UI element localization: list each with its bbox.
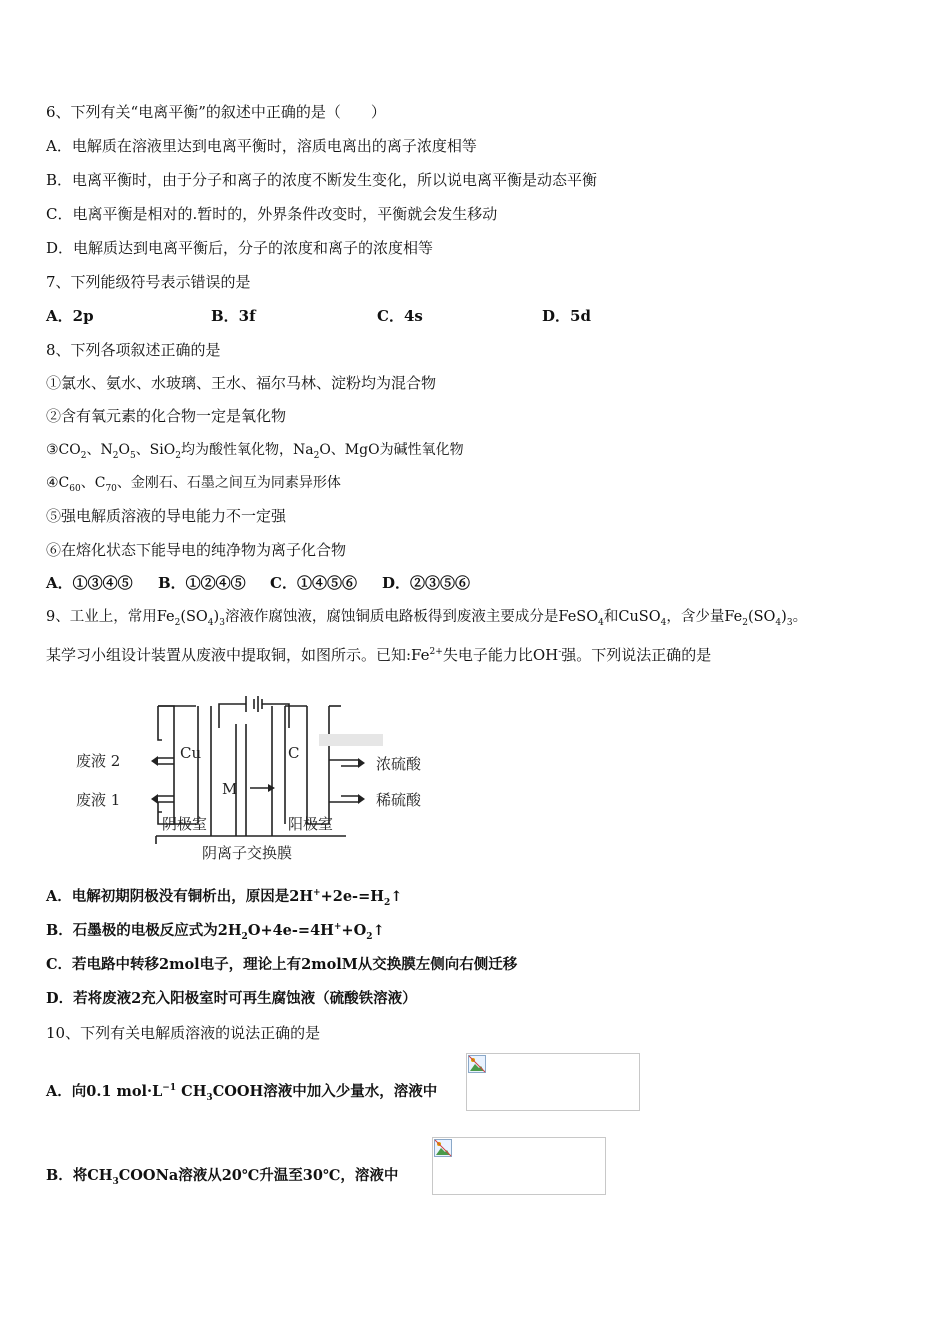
q6-option-b: B．电离平衡时，由于分子和离子的浓度不断发生变化，所以说电离平衡是动态平衡 — [46, 171, 598, 189]
formula-image-placeholder — [466, 1053, 640, 1111]
q10-stem: 10、下列有关电解质溶液的说法正确的是 — [46, 1024, 321, 1042]
q8-option-a: A．①③④⑤ — [46, 574, 133, 592]
q9-option-b: B．石墨极的电极反应式为$2H_2O+4e-=4H^++O_2↑$ — [46, 922, 385, 942]
dilute-sulfuric-acid-label: 稀硫酸 — [376, 791, 422, 809]
membrane-ion-label: M — [222, 780, 238, 798]
q9-stem-line-2: 某学习小组设计装置从废液中提取铜，如图所示。已知$:Fe^{2+}$失电子能力比OH-强。下列说法正确的是 — [46, 646, 712, 664]
q8-statement-5: ⑤强电解质溶液的导电能力不一定强 — [46, 507, 287, 525]
q7-stem: 7、下列能级符号表示错误的是 — [46, 273, 251, 291]
broken-image-icon — [468, 1055, 486, 1073]
q6-option-d: D．电解质达到电离平衡后，分子的浓度和离子的浓度相等 — [46, 239, 434, 257]
carbon-electrode-label: C — [288, 744, 300, 762]
q9-option-a: A．电解初期阴极没有铜析出，原因是$2H^++2e-=H_2↑$ — [46, 888, 403, 908]
q6-option-c: C．电离平衡是相对的.暂时的，外界条件改变时，平衡就会发生移动 — [46, 205, 498, 223]
electrolysis-cell-diagram — [76, 684, 440, 864]
q8-statement-2: ②含有氧元素的化合物一定是氧化物 — [46, 407, 287, 425]
waste-liquid-1-label: 废液 1 — [76, 791, 121, 809]
q9-option-d: D．若将废液2充入阳极室时可再生腐蚀液（硫酸铁溶液） — [46, 990, 417, 1007]
q9-option-c: C．若电路中转移2mol电子，理论上有2molM从交换膜左侧向右侧迁移 — [46, 956, 518, 973]
q8-statement-4: $④C_{60}$、$C_{70}$、金刚石、石墨之间互为同素异形体 — [46, 475, 341, 494]
q10-option-a: A．向0.1 $mol\cdot L^{-1}$ $CH_3COOH$溶液中加入少量水，溶液中 — [46, 1083, 438, 1103]
q8-statement-3: $③CO_2$、$N_2O_5$、SiO$_2$均为酸性氧化物，$Na_2O$、MgO为碱性氧化物 — [46, 442, 464, 461]
cathode-chamber-label: 阴极室 — [162, 815, 208, 833]
waste-liquid-2-label: 废液 2 — [76, 752, 121, 770]
smudge — [319, 734, 383, 746]
q8-statement-1: ①氯水、氨水、水玻璃、王水、福尔马林、淀粉均为混合物 — [46, 374, 437, 392]
anion-exchange-membrane-label: 阴离子交换膜 — [202, 844, 293, 862]
q7-option-c: C．4s — [377, 307, 423, 325]
q7-option-b: B．3f — [211, 307, 256, 325]
q8-option-b: B．①②④⑤ — [158, 574, 246, 592]
q8-option-c: C．①④⑤⑥ — [270, 574, 357, 592]
q8-stem: 8、下列各项叙述正确的是 — [46, 341, 221, 359]
formula-image-placeholder — [432, 1137, 606, 1195]
q9-stem-line-1: 9、工业上，常用$Fe_2(SO_4)_3$溶液作腐蚀液，腐蚀铜质电路板得到废液主要成分是FeSO$_4$和CuSO$_4$，含少量$Fe_2(SO_4)_3$。 — [46, 609, 808, 628]
q7-option-a: A．2p — [46, 307, 94, 325]
anode-chamber-label: 阳极室 — [288, 815, 334, 833]
q6-stem: 6、下列有关“电离平衡”的叙述中正确的是（ ） — [46, 103, 386, 121]
copper-electrode-label: Cu — [180, 744, 202, 762]
q10-option-b: B．将$CH_3COONa$溶液从20℃升温至30℃，溶液中 — [46, 1167, 399, 1187]
q7-option-d: D．5d — [542, 307, 591, 325]
q8-statement-6: ⑥在熔化状态下能导电的纯净物为离子化合物 — [46, 541, 347, 559]
q6-option-a: A．电解质在溶液里达到电离平衡时，溶质电离出的离子浓度相等 — [46, 137, 477, 155]
q8-option-d: D．②③⑤⑥ — [382, 574, 471, 592]
concentrated-sulfuric-acid-label: 浓硫酸 — [376, 755, 422, 773]
broken-image-icon — [434, 1139, 452, 1157]
